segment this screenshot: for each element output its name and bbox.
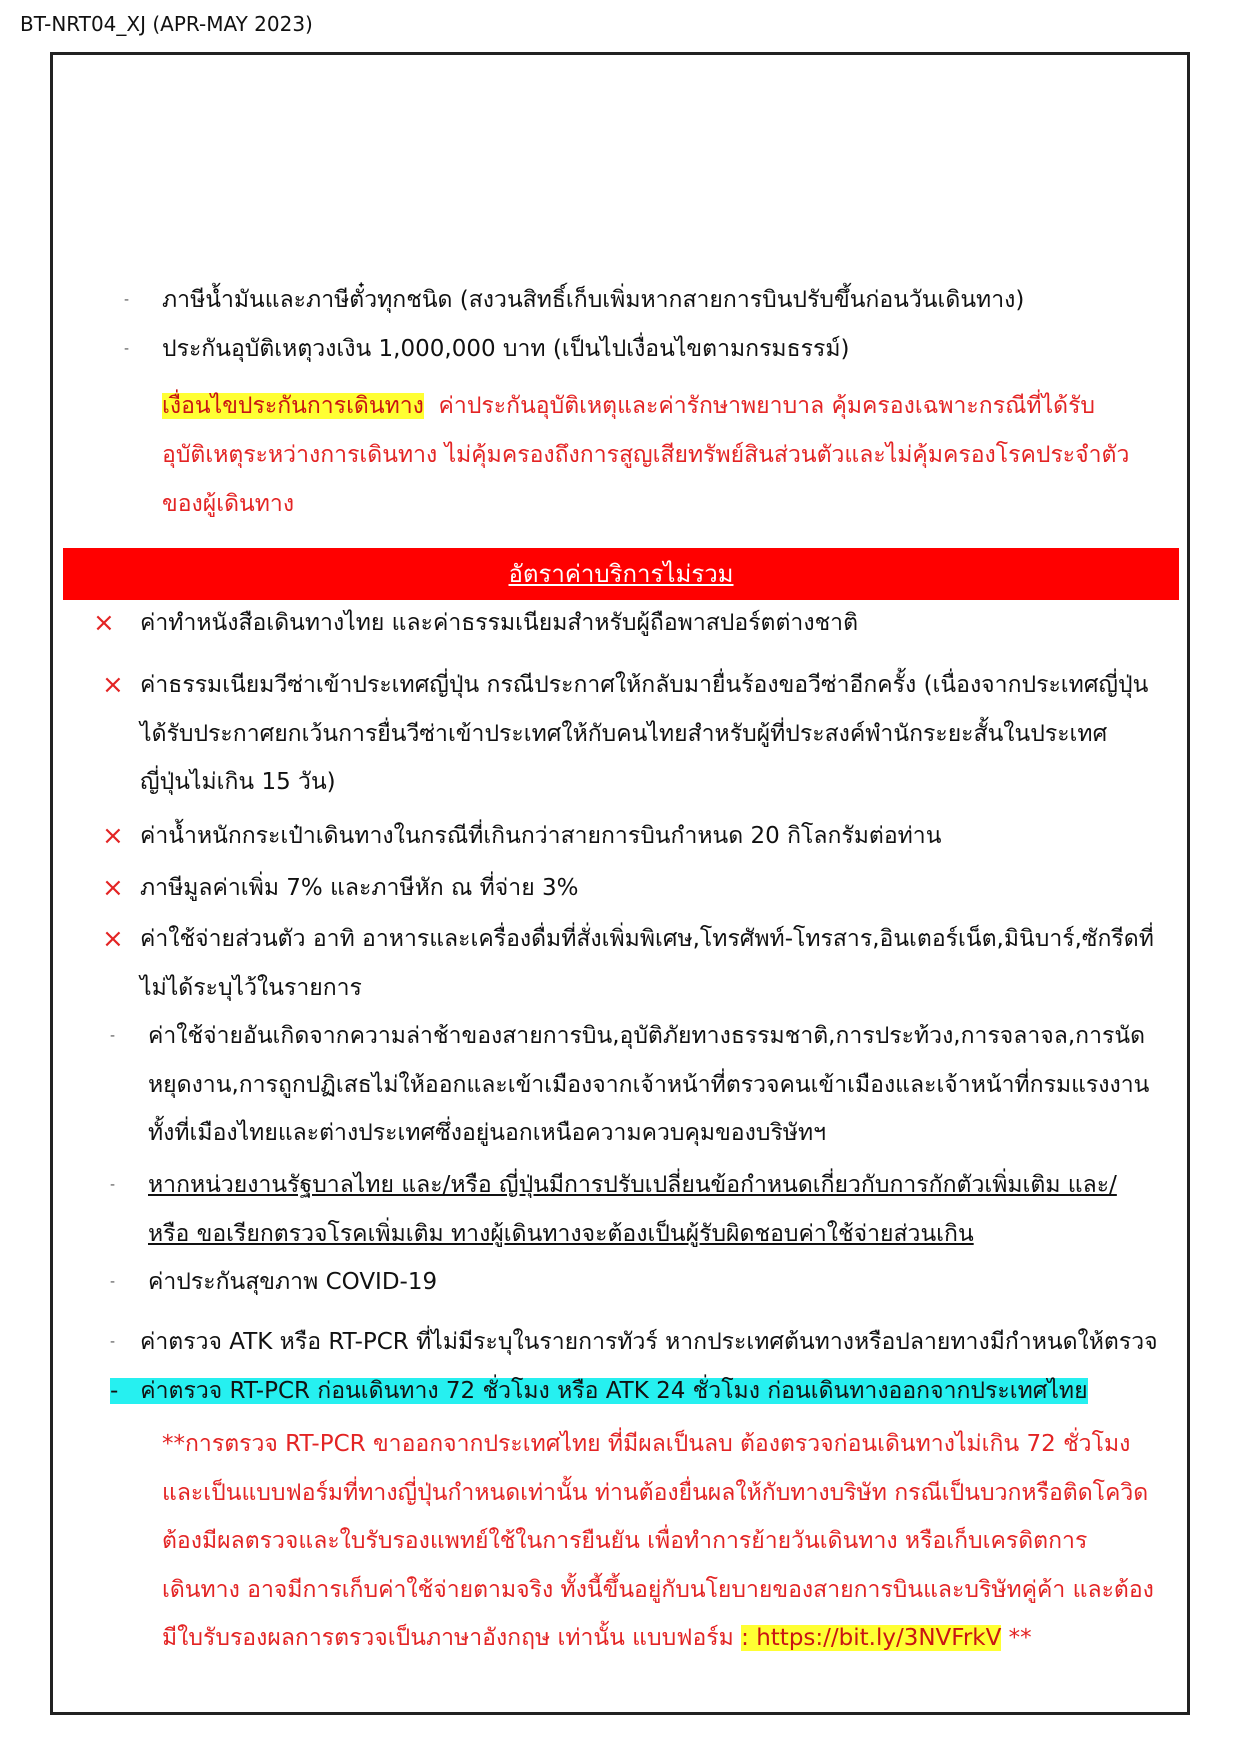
included-item-fuel-tax: ภาษีน้ำมันและภาษีตั๋วทุกชนิด (สงวนสิทธิ์เก็บเพิ่มหากสายการบินปรับขึ้นก่อนวันเดินทาง)	[162, 287, 1025, 313]
insurance-conditions-line-1	[162, 392, 1095, 420]
bullet-dash: -	[110, 1274, 116, 1290]
cross-icon: ×	[102, 873, 124, 903]
included-item-insurance: ประกันอุบัติเหตุวงเงิน 1,000,000 บาท (เป็นไปเงื่อนไขตามกรมธรรม์)	[162, 336, 850, 362]
rtpcr-note-line-5	[162, 1624, 1032, 1652]
rtpcr-note-line-2: และเป็นแบบฟอร์มที่ทางญี่ปุ่นกำหนดเท่านั้น ท่านต้องยื่นผลให้กับทางบริษัท กรณีเป็นบวกหรือติดโควิด	[162, 1480, 1149, 1506]
excluded-item-covid-insurance: ค่าประกันสุขภาพ COVID-19	[148, 1269, 438, 1295]
excluded-item-visa-line-1: ค่าธรรมเนียมวีซ่าเข้าประเทศญี่ปุ่น กรณีประกาศให้กลับมายื่นร้องขอวีซ่าอีกครั้ง (เนื่องจากประเทศญี่ปุ่น	[140, 672, 1149, 698]
excluded-item-atk-test: ค่าตรวจ ATK หรือ RT-PCR ที่ไม่มีระบุในรายการทัวร์ หากประเทศต้นทางหรือปลายทางมีกำหนดให้ตรวจ	[140, 1329, 1158, 1355]
cross-icon: ×	[102, 821, 124, 851]
excluded-item-government-line-1: หากหน่วยงานรัฐบาลไทย และ/หรือ ญี่ปุ่นมีการปรับเปลี่ยนข้อกำหนดเกี่ยวกับการกักตัวเพิ่มเติม และ/	[148, 1172, 1117, 1198]
excluded-item-personal-line-2: ไม่ได้ระบุไว้ในรายการ	[140, 975, 362, 1001]
rtpcr-note-end: **	[1001, 1625, 1032, 1651]
cross-icon: ×	[93, 608, 115, 638]
insurance-conditions-line-2: อุบัติเหตุระหว่างการเดินทาง ไม่คุ้มครองถึงการสูญเสียทรัพย์สินส่วนตัวและไม่คุ้มครองโรคประจำตัว	[162, 442, 1130, 468]
document-code: BT-NRT04_XJ (APR-MAY 2023)	[20, 12, 313, 36]
cross-icon: ×	[102, 670, 124, 700]
form-link[interactable]: : https://bit.ly/3NVFrkV	[741, 1625, 1002, 1651]
rtpcr-note-line-4: เดินทาง อาจมีการเก็บค่าใช้จ่ายตามจริง ทั้งนี้ขึ้นอยู่กับนโยบายของสายการบินและบริษัทคู่ค้า และต้อง	[162, 1577, 1154, 1603]
excluded-item-delays-line-1: ค่าใช้จ่ายอันเกิดจากความล่าช้าของสายการบิน,อุบัติภัยทางธรรมชาติ,การประท้วง,การจลาจล,การนัด	[148, 1023, 1146, 1049]
excluded-section-banner	[63, 548, 1179, 600]
bullet-dash: -	[110, 1177, 116, 1193]
rtpcr-note-text: มีใบรับรองผลการตรวจเป็นภาษาอังกฤษ เท่านั้น แบบฟอร์ม	[162, 1625, 742, 1651]
cross-icon: ×	[102, 924, 124, 954]
excluded-item-baggage: ค่าน้ำหนักกระเป๋าเดินทางในกรณีที่เกินกว่าสายการบินกำหนด 20 กิโลกรัมต่อท่าน	[140, 823, 942, 849]
rtpcr-note-line-1: **การตรวจ RT-PCR ขาออกจากประเทศไทย ที่มีผลเป็นลบ ต้องตรวจก่อนเดินทางไม่เกิน 72 ชั่วโมง	[162, 1431, 1131, 1457]
excluded-item-delays-line-3: ทั้งที่เมืองไทยและต่างประเทศซึ่งอยู่นอกเหนือความควบคุมของบริษัทฯ	[148, 1120, 827, 1146]
insurance-conditions-text: ค่าประกันอุบัติเหตุและค่ารักษาพยาบาล คุ้มครองเฉพาะกรณีที่ได้รับ	[438, 393, 1096, 419]
bullet-dash: -	[124, 341, 130, 357]
insurance-conditions-label: เงื่อนไขประกันการเดินทาง	[162, 393, 424, 419]
excluded-item-rtpcr: - ค่าตรวจ RT-PCR ก่อนเดินทาง 72 ชั่วโมง หรือ ATK 24 ชั่วโมง ก่อนเดินทางออกจากประเทศไทย	[110, 1378, 1088, 1404]
excluded-item-visa-line-2: ได้รับประกาศยกเว้นการยื่นวีซ่าเข้าประเทศให้กับคนไทยสำหรับผู้ที่ประสงค์พำนักระยะสั้นในประเทศ	[140, 721, 1108, 747]
bullet-dash: -	[110, 1334, 116, 1350]
excluded-item-delays-line-2: หยุดงาน,การถูกปฏิเสธไม่ให้ออกและเข้าเมืองจากเจ้าหน้าที่ตรวจคนเข้าเมืองและเจ้าหน้าที่กรมแรงงาน	[148, 1072, 1150, 1098]
rtpcr-note-line-3: ต้องมีผลตรวจและใบรับรองแพทย์ใช้ในการยืนยัน เพื่อทำการย้ายวันเดินทาง หรือเก็บเครดิตการ	[162, 1528, 1088, 1554]
bullet-dash: -	[124, 292, 130, 308]
excluded-item-government-line-2: หรือ ขอเรียกตรวจโรคเพิ่มเติม ทางผู้เดินทางจะต้องเป็นผู้รับผิดชอบค่าใช้จ่ายส่วนเกิน	[148, 1221, 974, 1247]
insurance-conditions-line-3: ของผู้เดินทาง	[162, 491, 295, 517]
excluded-item-passport: ค่าทำหนังสือเดินทางไทย และค่าธรรมเนียมสำหรับผู้ถือพาสปอร์ตต่างชาติ	[140, 610, 859, 636]
excluded-item-personal-line-1: ค่าใช้จ่ายส่วนตัว อาทิ อาหารและเครื่องดื่มที่สั่งเพิ่มพิเศษ,โทรศัพท์-โทรสาร,อินเตอร์เน็ต,มินิบาร์,ซักรีดที่	[140, 926, 1154, 952]
excluded-section-title: อัตราค่าบริการไม่รวม	[508, 560, 734, 588]
bullet-dash: -	[110, 1028, 116, 1044]
excluded-item-vat: ภาษีมูลค่าเพิ่ม 7% และภาษีหัก ณ ที่จ่าย 3%	[140, 875, 579, 901]
excluded-item-rtpcr-highlight	[110, 1377, 1088, 1405]
excluded-item-visa-line-3: ญี่ปุ่นไม่เกิน 15 วัน)	[140, 769, 336, 795]
